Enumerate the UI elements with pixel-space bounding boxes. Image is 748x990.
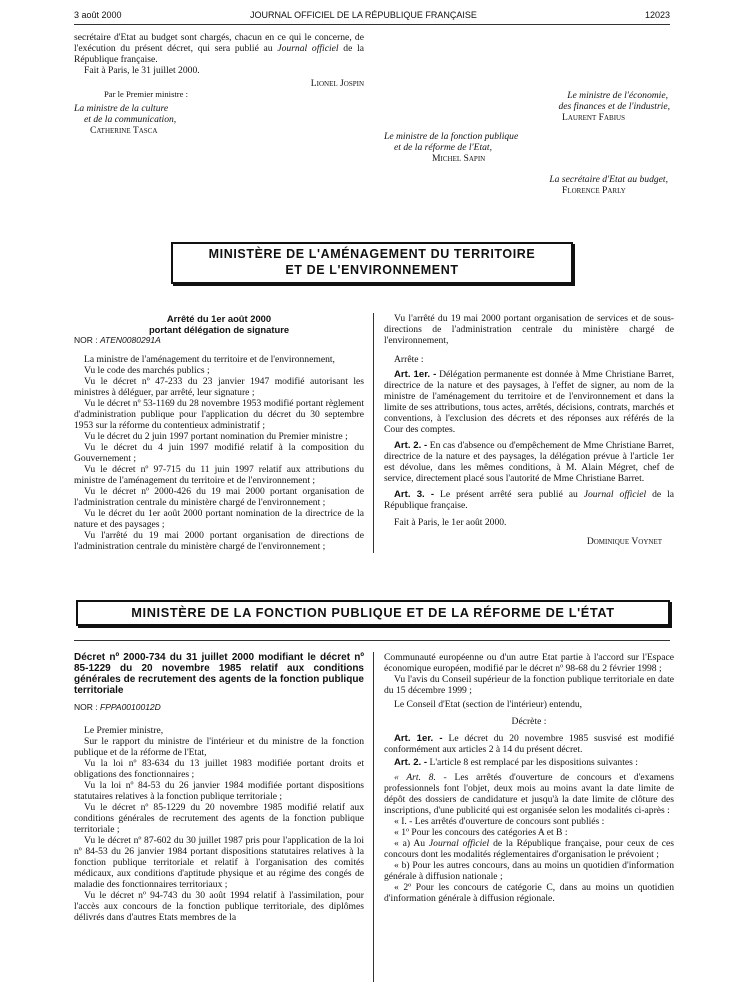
arrete-considerants (74, 354, 364, 552)
decret-right-column (384, 652, 674, 904)
arrete-subtitle: portant délégation de signature (148, 324, 290, 335)
decret-title: Décret nº 2000-734 du 31 juillet 2000 modifiant le décret nº 85-1229 du 20 novembre 1985 relatif aux conditions générales de recrutement des agents de la fonction publique territoriale (74, 652, 364, 696)
considerant-paragraph: Vu le décret nº 97-715 du 11 juin 1997 relatif aux attributions du ministre de l'aménagement du territoire et de l'environnement ; (74, 464, 364, 486)
considerant-paragraph: Vu le décret nº 87-602 du 30 juillet 1987 pris pour l'application de la loi nº 84-53 du 26 janvier 1984 portant dispositions statutaires relatives à la fonction publique territoriale et relatif à l'organisation des comités médicaux, aux conditions d'aptitude physique et au régime des congés de maladie des fonctionnaires territoriaux ; (74, 835, 364, 890)
decret-item-1-1: « 1º Pour les concours des catégories A et B : (394, 827, 568, 838)
minister-1-title-cont: des finances et de l'industrie, (558, 101, 670, 112)
decrete-label: Décrète : (511, 716, 547, 727)
minister-2-title: Le ministre de la fonction publique (384, 131, 519, 142)
minister-2-name: Michel Sapin (432, 153, 486, 164)
decret-item-a: « a) Au Journal officiel de la République française, pour ceux de ces concours dont les modalités réglementaires d'organisation le prévoient ; (384, 838, 675, 860)
considerant-paragraph: Vu la loi nº 83-634 du 13 juillet 1983 modifiée portant droits et obligations des fonctionnaires ; (74, 758, 364, 780)
signer-name: Lionel Jospin (310, 78, 364, 89)
arrete-signer: Dominique Voynet (586, 536, 662, 547)
arrete-vu-intro: Vu l'arrêté du 19 mai 2000 portant organisation de services et de sous-directions de l'administration centrale du ministère chargé de l'environnement, (384, 313, 674, 346)
top-left-column (74, 32, 364, 136)
place-date: Fait à Paris, le 31 juillet 2000. (84, 65, 200, 76)
arrete-right-column (384, 313, 674, 547)
decret-item-b: « b) Pour les autres concours, dans au moins un quotidien d'information générale à diffusion nationale ; (384, 860, 674, 882)
section-heading-environnement: MINISTÈRE DE L'AMÉNAGEMENT DU TERRITOIRE ET DE L'ENVIRONNEMENT (171, 242, 573, 284)
considerant-paragraph: Vu le décret du 2 juin 1997 portant nomination du Premier ministre ; (84, 431, 348, 442)
section-rule (74, 640, 670, 641)
arrete-left-column (74, 313, 364, 552)
considerant-paragraph: Vu la loi nº 84-53 du 26 janvier 1984 modifiée portant dispositions statutaires relatives à la fonction publique territoriale ; (74, 780, 364, 802)
article-1: Art. 1er. - Délégation permanente est donnée à Mme Christiane Barret, directrice de la nature et des paysages, à l'effet de signer, au nom de la ministre de l'aménagement du territoire et de l'environnement et dans la limite de ses attributions, tous actes, arrêtés, décisions, contrats, marchés et conventions, à l'exclusion des décrets et des réponses aux référés de la Cour des comptes. (384, 369, 674, 435)
decret-article-1: Art. 1er. - Le décret du 20 novembre 1985 susvisé est modifié conformément aux articles 2 à 14 du présent décret. (384, 733, 674, 755)
minister-title: La ministre de la culture (74, 103, 169, 114)
minister-3-title: La secrétaire d'Etat au budget, (549, 174, 668, 185)
minister-2-title-cont: et de la réforme de l'Etat, (394, 142, 492, 153)
par-line: Par le Premier ministre : (104, 89, 189, 99)
top-right-column (384, 90, 674, 196)
decret-right-p3: Le Conseil d'Etat (section de l'intérieur) entendu, (394, 699, 583, 710)
decret-left-column (74, 652, 364, 923)
section-heading-fonction-publique: MINISTÈRE DE LA FONCTION PUBLIQUE ET DE LA RÉFORME DE L'ÉTAT (76, 600, 670, 626)
header-journal-title: JOURNAL OFFICIEL DE LA RÉPUBLIQUE FRANÇAISE (250, 10, 477, 20)
considerant-paragraph: Vu le décret nº 2000-426 du 19 mai 2000 portant organisation de l'administration centrale du ministère chargé de l'environnement ; (74, 486, 364, 508)
closing-paragraph: secrétaire d'Etat au budget sont chargés, chacun en ce qui le concerne, de l'exécution du présent décret, qui sera publié au Journal officiel de la République française. (74, 32, 364, 65)
decret-right-p2: Vu l'avis du Conseil supérieur de la fonction publique territoriale en date du 15 décembre 1999 ; (384, 674, 674, 696)
header-page-number: 12023 (644, 10, 670, 20)
considerant-paragraph: Vu le code des marchés publics ; (84, 365, 210, 376)
considerant-paragraph: Le Premier ministre, (84, 725, 164, 736)
column-divider (373, 313, 374, 553)
decret-right-p1: Communauté européenne ou d'un autre Etat partie à l'accord sur l'Espace économique européen, modifié par le décret nº 98-68 du 2 février 1998 ; (384, 652, 674, 674)
column-divider-2 (373, 652, 374, 982)
considerant-paragraph: Vu le décret du 1er août 2000 portant nomination de la directrice de la nature et des paysages ; (74, 508, 364, 530)
considerant-paragraph: Vu le décret nº 85-1229 du 20 novembre 1985 modifié relatif aux conditions générales de recrutement des agents de la fonction publique territoriale ; (74, 802, 364, 835)
considerant-paragraph: Vu le décret nº 53-1169 du 28 novembre 1953 modifié portant règlement d'administration publique pour l'application du décret du 30 septembre 1953 sur la réforme du contentieux administratif ; (74, 398, 364, 431)
arrete-nor: NOR : ATEN0080291A (74, 335, 161, 345)
considerant-paragraph: La ministre de l'aménagement du territoire et de l'environnement, (84, 354, 335, 365)
decret-article-2: Art. 2. - L'article 8 est remplacé par les dispositions suivantes : (394, 757, 638, 768)
considerant-paragraph: Vu le décret du 4 juin 1997 modifié relatif à la composition du Gouvernement ; (74, 442, 364, 464)
arrete-label: Arrête : (394, 354, 424, 365)
decret-nor: NOR : FPPA0010012D (74, 702, 161, 712)
minister-1-name: Laurent Fabius (562, 112, 625, 123)
arrete-title: Arrêté du 1er août 2000 (166, 313, 272, 324)
considerant-paragraph: Sur le rapport du ministre de l'intérieur et du ministre de la fonction publique et de la réforme de l'Etat, (74, 736, 364, 758)
decret-article-8: « Art. 8. - Les arrêtés d'ouverture de concours et d'examens professionnels font l'objet, deux mois au moins avant la date limite de dépôt des dossiers de candidature et jusqu'à la date limite de clôture des inscriptions, d'une publicité qui est organisée selon les modalités ci-après : (384, 772, 674, 816)
decret-item-2: « 2º Pour les concours de catégorie C, dans au moins un quotidien d'information générale à diffusion régionale. (384, 882, 674, 904)
considerant-paragraph: Vu le décret nº 94-743 du 30 août 1994 relatif à l'assimilation, pour l'accès aux concours de la fonction publique territoriale, des diplômes délivrés dans d'autres Etats membres de la (74, 890, 364, 923)
article-2: Art. 2. - En cas d'absence ou d'empêchement de Mme Christiane Barret, directrice de la nature et des paysages, la délégation prévue à l'article 1er est dévolue, dans les mêmes conditions, à M. Alain Mégret, chef de service, directement placé sous l'autorité de Mme Christiane Barret. (384, 440, 674, 484)
considerant-paragraph: Vu l'arrêté du 19 mai 2000 portant organisation de directions de l'administration centrale du ministère chargé de l'environnement ; (74, 530, 364, 552)
minister-1-title: Le ministre de l'économie, (567, 90, 668, 101)
minister-title-cont: et de la communication, (84, 114, 177, 125)
article-3: Art. 3. - Le présent arrêté sera publié au Journal officiel de la République française. (384, 489, 675, 511)
header-date: 3 août 2000 (74, 10, 122, 20)
decret-considerants (74, 725, 364, 923)
arrete-place-date: Fait à Paris, le 1er août 2000. (394, 517, 507, 528)
decret-item-1: « I. - Les arrêtés d'ouverture de concours sont publiés : (394, 816, 605, 827)
page-header (74, 8, 670, 25)
minister-3-name: Florence Parly (562, 185, 626, 196)
minister-name: Catherine Tasca (90, 125, 158, 136)
considerant-paragraph: Vu le décret nº 47-233 du 23 janvier 1947 modifié autorisant les ministres à déléguer, par arrêté, leur signature ; (74, 376, 364, 398)
